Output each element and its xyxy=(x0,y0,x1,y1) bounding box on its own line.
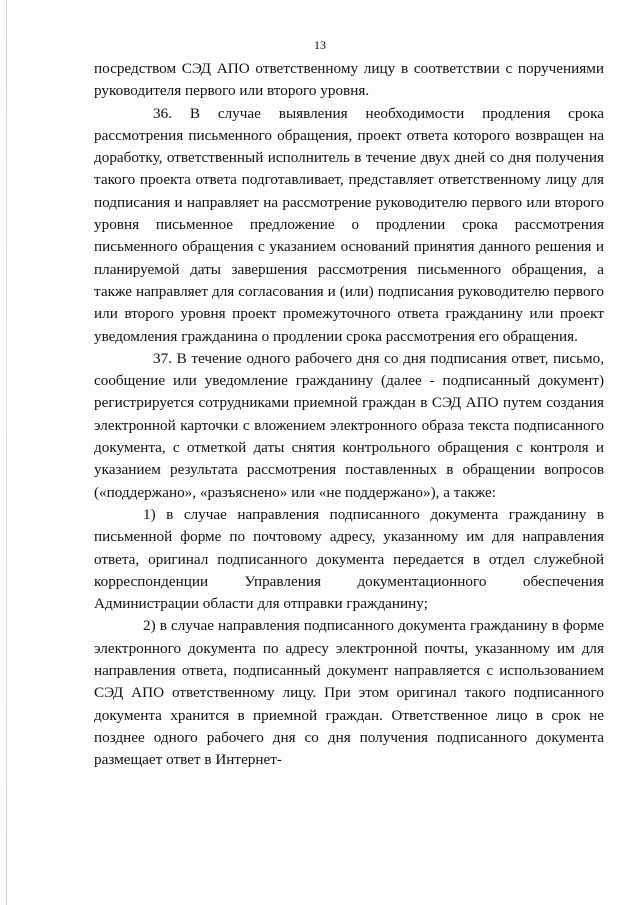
paragraph-item-37: 37. В течение одного рабочего дня со дня подписания ответ, письмо, сообщение или уведомление гражданину (далее - подписанный документ) регистрируется сотрудниками приемной граждан в СЭД АПО путем создания электронной карточки с вложением электронного образа текста подписанного документа, с отметкой даты снятия контрольного обращения с контроля и указанием результата рассмотрения поставленных в обращении вопросов («поддержано», «разъяснено» или «не поддержано»), а также: xyxy=(94,349,604,501)
paragraph-continuation: посредством СЭД АПО ответственному лицу в соответствии с поручениями руководителя первого или второго уровня. xyxy=(94,60,604,100)
page-number: 13 xyxy=(314,38,326,52)
paragraph-subitem-2: 2) в случае направления подписанного документа гражданину в форме электронного документа по адресу электронной почты, указанному им для направления ответа, подписанный документ направляется с использованием СЭД АПО ответственному лицу. При этом оригинал такого подписанного документа хранится в приемной граждан. Ответственное лицо в срок не позднее одного рабочего дня со дня получения подписанного документа размещает ответ в Интернет- xyxy=(94,617,604,769)
document-body xyxy=(94,58,604,772)
paragraph-item-36: 36. В случае выявления необходимости продления срока рассмотрения письменного обращения, проект ответа которого возвращен на доработку, ответственный исполнитель в течение двух дней со дня получения такого проекта ответа подготавливает, представляет ответственному лицу для подписания и направляет на рассмотрение руководителю первого или второго уровня письменное предложение о продлении срока рассмотрения письменного обращения с указанием оснований принятия данного решения и планируемой даты завершения рассмотрения письменного обращения, а также направляет для согласования и (или) подписания руководителю первого или второго уровня проект промежуточного ответа гражданину или проект уведомления гражданина о продлении срока рассмотрения его обращения. xyxy=(94,104,604,345)
scan-edge-line xyxy=(6,0,7,905)
paragraph-subitem-1: 1) в случае направления подписанного документа гражданину в письменной форме по почтовому адресу, указанному им для направления ответа, оригинал подписанного документа передается в отдел служебной корреспонденции Управления документационного обеспечения Администрации области для отправки гражданину; xyxy=(94,505,604,613)
